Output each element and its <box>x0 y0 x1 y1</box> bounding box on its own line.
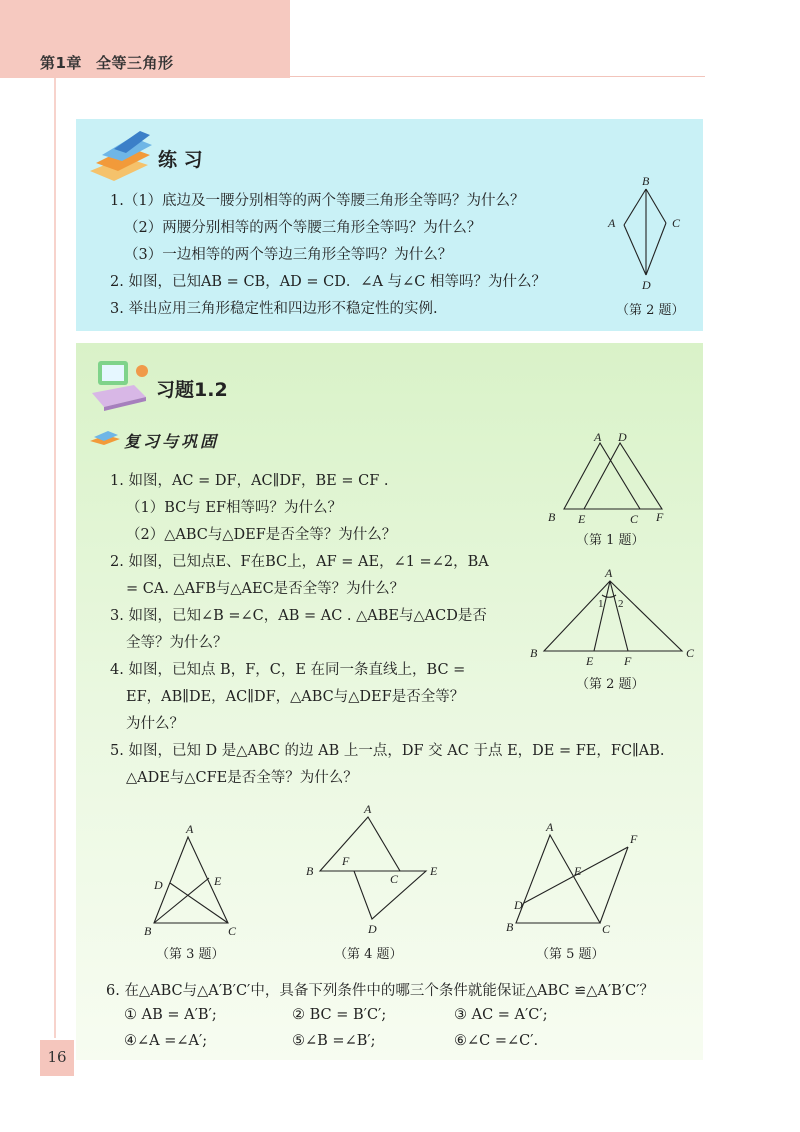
practice-q3: 3. 举出应用三角形稳定性和四边形不稳定性的实例. <box>110 301 438 317</box>
fig5-caption: （第 5 题） <box>536 947 605 962</box>
review-icon <box>88 427 122 447</box>
kite-figure <box>604 175 694 299</box>
exercise-q1: 1. 如图，AC = DF，AC∥DF，BE = CF . <box>110 473 389 489</box>
practice-q2: 2. 如图，已知AB = CB，AD = CD．∠A 与∠C 相等吗？为什么？ <box>110 274 546 290</box>
fig1-label-e: E <box>578 512 586 526</box>
condition-3: ③ AC = A′C′; <box>454 1007 548 1023</box>
page-number: 16 <box>47 1048 67 1066</box>
computer-icon <box>84 351 156 415</box>
exercise-q2: 2. 如图，已知点E、F在BC上，AF = AE，∠1 =∠2，BA <box>110 554 489 570</box>
condition-4: ④∠A =∠A′; <box>124 1033 208 1049</box>
fig4-label-d: D <box>368 922 377 936</box>
fig5-label-b: B <box>506 920 514 934</box>
condition-1: ① AB = A′B′; <box>124 1007 217 1023</box>
practice-q1-2: （2）两腰分别相等的两个等腰三角形全等吗？为什么？ <box>124 220 482 236</box>
fig1-label-a: A <box>594 430 602 444</box>
fig4-label-c: C <box>390 872 399 886</box>
fig2-angle-1: 1 <box>598 598 604 610</box>
figure-3 <box>138 821 246 939</box>
kite-label-a: A <box>608 216 616 230</box>
fig4-label-f: F <box>342 854 350 868</box>
fig1-label-c: C <box>630 512 639 526</box>
exercise-q6: 6. 在△ABC与△A′B′C′中，具备下列条件中的哪三个条件就能保证△ABC ≌△A′B′C′？ <box>106 983 654 999</box>
header-rule <box>290 76 705 77</box>
kite-label-d: D <box>642 278 651 292</box>
exercise-section <box>76 343 703 1060</box>
fig2-caption: （第 2 题） <box>576 677 645 692</box>
figure-2 <box>528 565 698 675</box>
kite-caption: （第 2 题） <box>616 303 685 318</box>
condition-5: ⑤∠B =∠B′; <box>292 1033 376 1049</box>
fig4-caption: （第 4 题） <box>334 947 403 962</box>
review-subtitle: 复习与巩固 <box>124 432 220 451</box>
fig3-label-e: E <box>214 874 222 888</box>
exercise-q1-1: （1）BC与 EF相等吗？为什么？ <box>126 500 342 516</box>
fig3-label-b: B <box>144 924 152 938</box>
exercise-q1-2: （2）△ABC与△DEF是否全等？为什么？ <box>126 527 397 543</box>
fig1-caption: （第 1 题） <box>576 533 645 548</box>
practice-books-icon <box>84 127 156 183</box>
fig2-label-a: A <box>605 566 613 580</box>
kite-label-b: B <box>642 174 650 188</box>
fig3-label-d: D <box>154 878 163 892</box>
exercise-q5-cont: △ADE与△CFE是否全等？为什么？ <box>126 770 358 786</box>
practice-section <box>76 119 703 331</box>
chapter-title: 全等三角形 <box>95 54 174 72</box>
fig2-label-f: F <box>624 654 632 668</box>
chapter-heading <box>40 52 187 73</box>
fig4-label-a: A <box>364 802 372 816</box>
figure-5 <box>500 819 656 941</box>
fig5-label-c: C <box>602 922 611 936</box>
fig1-label-f: F <box>656 510 664 524</box>
fig2-angle-2: 2 <box>618 598 624 610</box>
fig5-label-a: A <box>546 820 554 834</box>
fig5-label-e: E <box>574 864 582 878</box>
fig4-label-b: B <box>306 864 314 878</box>
exercise-q3: 3. 如图，已知∠B =∠C，AB = AC . △ABE与△ACD是否 <box>110 608 487 624</box>
chapter-number: 第1章 <box>40 54 82 72</box>
fig3-label-c: C <box>228 924 237 938</box>
fig3-label-a: A <box>186 822 194 836</box>
practice-q1: 1.（1）底边及一腰分别相等的两个等腰三角形全等吗？为什么？ <box>110 193 525 209</box>
practice-q1-3: （3）一边相等的两个等边三角形全等吗？为什么？ <box>124 247 453 263</box>
condition-6: ⑥∠C =∠C′. <box>454 1033 539 1049</box>
kite-label-c: C <box>672 216 681 230</box>
exercise-q2-cont: = CA. △AFB与△AEC是否全等？为什么？ <box>126 581 405 597</box>
margin-rule <box>54 78 56 1038</box>
fig2-label-c: C <box>686 646 695 660</box>
exercise-q4-cont: EF，AB∥DE，AC∥DF，△ABC与△DEF是否全等？ <box>126 689 465 705</box>
page-number-box <box>40 1040 74 1076</box>
exercise-q5: 5. 如图，已知 D 是△ABC 的边 AB 上一点，DF 交 AC 于点 E，DE = FE，FC∥AB. <box>110 743 665 759</box>
fig4-label-e: E <box>430 864 438 878</box>
fig2-label-e: E <box>586 654 594 668</box>
fig1-label-b: B <box>548 510 556 524</box>
condition-2: ② BC = B′C′; <box>292 1007 387 1023</box>
fig5-label-d: D <box>514 898 523 912</box>
exercise-q4-cont2: 为什么？ <box>126 716 184 732</box>
fig1-label-d: D <box>618 430 627 444</box>
practice-title: 练 习 <box>158 149 203 171</box>
figure-4 <box>302 801 452 941</box>
exercise-q4: 4. 如图，已知点 B，F，C，E 在同一条直线上，BC = <box>110 662 466 678</box>
exercise-title: 习题1.2 <box>156 379 228 401</box>
fig5-label-f: F <box>630 832 638 846</box>
figure-1 <box>546 429 678 525</box>
fig3-caption: （第 3 题） <box>156 947 225 962</box>
fig2-label-b: B <box>530 646 538 660</box>
exercise-q3-cont: 全等？为什么？ <box>126 635 228 651</box>
